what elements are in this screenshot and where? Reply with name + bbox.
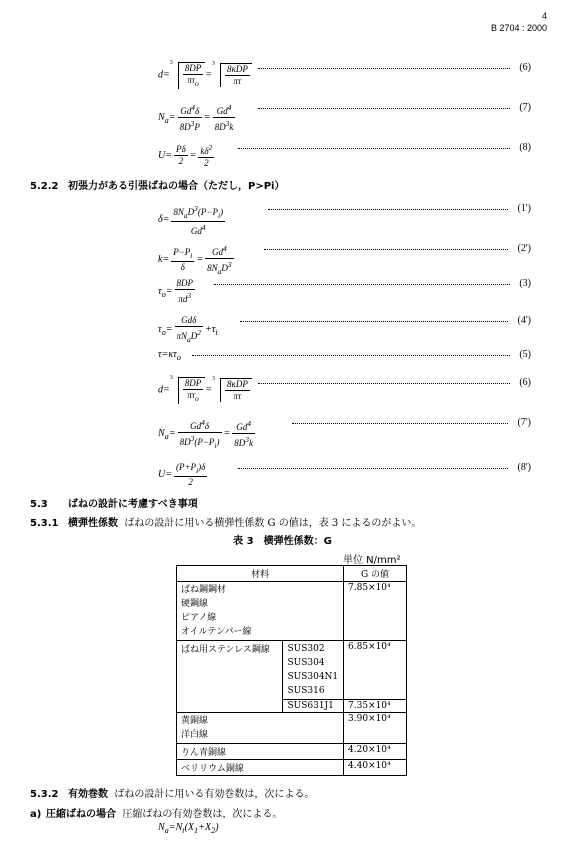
dot-leader	[258, 381, 510, 384]
section-heading-5-2-2: 5.2.2 初張力がある引張ばねの場合（ただし，P>Pi）	[30, 181, 285, 192]
material-group-label: ばね用ステンレス鋼線	[177, 641, 283, 713]
header-value: G の値	[344, 566, 407, 582]
value-cell: 3.90×10⁴	[344, 713, 407, 744]
material-cell: 黄銅線 洋白線	[177, 713, 344, 744]
equation-formula: d= 3 $\frac{8DP}{\pi\tau_o}$ = 3 $\frac{\text{8κDP}}{\pi\tau}$	[158, 377, 252, 404]
equation-row	[0, 315, 565, 344]
equation-number: (2')	[517, 243, 531, 254]
equation-formula: $\tau=\kappa\tau_o$	[158, 349, 181, 362]
equation-number: (7')	[517, 417, 531, 428]
equation-formula: d= 3 $\frac{8DP}{\pi\tau_o}$ = 3 $\frac{\text{8κDP}}{\pi\tau}$	[158, 62, 252, 89]
value-cell: 7.85×10⁴	[344, 582, 407, 641]
dot-leader	[238, 466, 508, 469]
equation-row	[0, 243, 565, 276]
page-number: 4	[541, 11, 547, 21]
equation-row	[0, 203, 565, 236]
equation-number: (8')	[517, 462, 531, 473]
document-id: B 2704 : 2000	[490, 23, 547, 33]
dot-leader	[258, 66, 510, 69]
equation-formula: $N_a=N_t(X_1+X_2)$	[158, 822, 219, 835]
table-row	[177, 713, 407, 744]
equation-row	[0, 349, 565, 365]
equation-row	[0, 462, 565, 487]
table-row	[177, 760, 407, 776]
equation-formula: δ= $\frac{8N_aD^3(P-P_i)}{Gd^4}$	[158, 204, 224, 236]
elastic-modulus-table	[176, 565, 407, 776]
dot-leader	[192, 353, 510, 356]
table-row	[177, 744, 407, 760]
dot-leader	[240, 319, 508, 322]
grade-cell: SUS631J1	[283, 700, 344, 713]
value-cell: 6.85×10⁴	[344, 641, 407, 700]
material-cell: りん青銅線	[177, 744, 344, 760]
equation-formula: U= $\frac{(P+P_i)\delta}{2}$	[158, 462, 206, 487]
dot-leader	[258, 106, 510, 109]
table-caption: 表 3 横弾性係数：G	[233, 536, 332, 547]
table-row	[177, 582, 407, 641]
equation-number: (5)	[519, 349, 531, 360]
equation-number: (4')	[517, 315, 531, 326]
value-cell: 4.20×10⁴	[344, 744, 407, 760]
equation-formula: $\tau_o=$ $\frac{8DP}{\pi d^3}$	[158, 278, 194, 304]
value-cell: 7.35×10⁴	[344, 700, 407, 713]
equation-number: (3)	[519, 278, 531, 289]
table-header-row	[177, 566, 407, 582]
material-cell: ベリリウム銅線	[177, 760, 344, 776]
equation-number: (7)	[519, 102, 531, 113]
section-heading-5-3: 5.3 ばねの設計に考慮すべき事項	[30, 499, 198, 510]
equation-row	[0, 60, 565, 88]
equation-number: (6)	[519, 62, 531, 73]
equation-row	[0, 102, 565, 132]
equation-number: (1')	[517, 203, 531, 214]
grade-cell: SUS302 SUS304 SUS304N1 SUS316	[283, 641, 344, 700]
equation-formula: U= $\frac{P\delta}{2}$ = $\frac{k\delta^2}{2}$	[158, 143, 213, 168]
dot-leader	[238, 146, 510, 149]
equation-row	[0, 822, 565, 838]
equation-number: (8)	[519, 142, 531, 153]
equation-row	[0, 417, 565, 450]
value-cell: 4.40×10⁴	[344, 760, 407, 776]
equation-formula: k= $\frac{P-P_i}{\delta}$ = $\frac{Gd^4}{8N_aD^3}$	[158, 244, 232, 276]
dot-leader	[264, 247, 508, 250]
equation-row	[0, 278, 565, 304]
item-a: a) 圧縮ばねの場合 圧縮ばねの有効巻数は，次による。	[30, 809, 283, 820]
equation-number: (6)	[519, 377, 531, 388]
equation-row	[0, 375, 565, 403]
equation-formula: $N_a=$ $\frac{Gd^4\delta}{8D^3P}$ = $\frac{Gd^4}{8D^3k}$	[158, 103, 234, 132]
section-5-3-1: 5.3.1 横弾性係数 ばねの設計に用いる横弾性係数 G の値は，表 3 によるのがよい。	[30, 518, 422, 529]
equation-row	[0, 142, 565, 168]
dot-leader	[214, 282, 510, 285]
header-material: 材料	[177, 566, 344, 582]
table-unit: 単位 N/mm²	[343, 555, 401, 566]
section-5-3-2: 5.3.2 有効巻数 ばねの設計に用いる有効巻数は，次による。	[30, 789, 315, 800]
equation-formula: $\tau_o=$ $\frac{\text{Gdδ}}{\pi N_aD^2}$ $+\tau_i$	[158, 315, 218, 344]
equation-formula: $N_a=$ $\frac{Gd^4\delta}{8D^3(P-P_i)}$ = $\frac{Gd^4}{8D^3k}$	[158, 418, 254, 450]
dot-leader	[268, 207, 508, 210]
material-cell: ばね鋼鋼材 硬鋼線 ピアノ線 オイルテンパー線	[177, 582, 344, 641]
table-row	[177, 641, 407, 700]
dot-leader	[292, 421, 508, 424]
